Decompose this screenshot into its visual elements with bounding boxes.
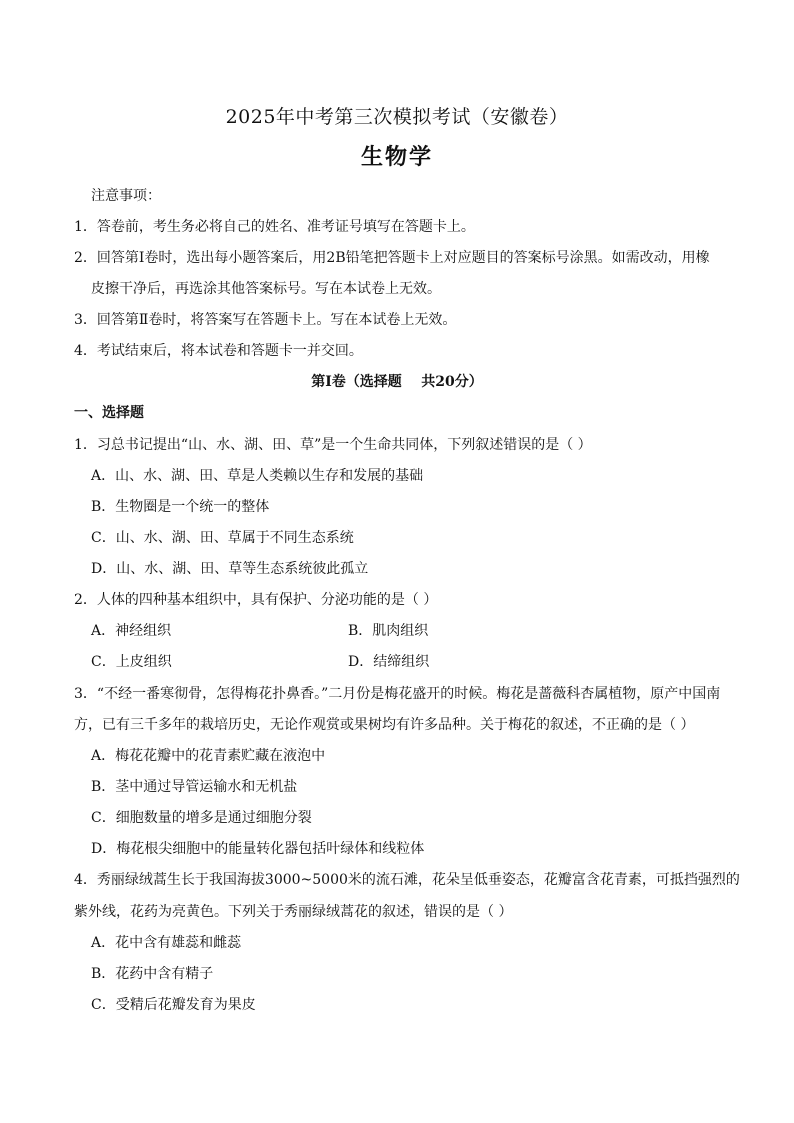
question-stem-continuation: 方，已有三千多年的栽培历史，无论作观赏或果树均有许多品种。关于梅花的叙述，不正确的是（ ） [74, 717, 695, 733]
question-option: A．梅花花瓣中的花青素贮藏在液泡中 [91, 748, 326, 764]
question-option: C．受精后花瓣发育为果皮 [91, 997, 256, 1013]
notice-item-continuation: 皮擦干净后，再选涂其他答案标号。写在本试卷上无效。 [91, 281, 441, 297]
question-option: B．花药中含有精子 [91, 966, 214, 982]
question-stem: 1．习总书记提出“山、水、湖、田、草”是一个生命共同体，下列叙述错误的是（ ） [74, 437, 592, 453]
question-option: A．山、水、湖、田、草是人类赖以生存和发展的基础 [91, 468, 424, 484]
question-option: D．山、水、湖、田、草等生态系统彼此孤立 [91, 561, 369, 577]
question-stem: 3．“不经一番寒彻骨，怎得梅花扑鼻香。”二月份是梅花盛开的时候。梅花是蔷薇科杏属植物，原产中国南 [74, 686, 721, 702]
question-option: A．神经组织 [91, 623, 172, 639]
notice-item: 2．回答第Ⅰ卷时，选出每小题答案后，用2B铅笔把答题卡上对应题目的答案标号涂黑。如需改动，用橡 [74, 250, 710, 266]
section-heading: 一、选择题 [74, 405, 144, 421]
question-option: A．花中含有雄蕊和雌蕊 [91, 935, 242, 951]
notice-heading: 注意事项： [91, 188, 161, 204]
notice-item: 1．答卷前，考生务必将自己的姓名、准考证号填写在答题卡上。 [74, 219, 475, 235]
question-option: C．细胞数量的增多是通过细胞分裂 [91, 810, 312, 826]
question-option: D．结缔组织 [348, 654, 430, 670]
notice-item: 4．考试结束后，将本试卷和答题卡一并交回。 [74, 343, 363, 359]
notice-item: 3．回答第Ⅱ卷时，将答案写在答题卡上。写在本试卷上无效。 [74, 312, 457, 328]
question-option: B．肌肉组织 [348, 623, 429, 639]
question-option: D．梅花根尖细胞中的能量转化器包括叶绿体和线粒体 [91, 841, 425, 857]
exam-title: 2025年中考第三次模拟考试（安徽卷） [225, 106, 569, 128]
question-stem: 4．秀丽绿绒蒿生长于我国海拔3000~5000米的流石滩，花朵呈低垂姿态，花瓣富含花青素，可抵挡强烈的 [74, 872, 740, 888]
subject-title: 生物学 [360, 145, 433, 170]
question-stem: 2．人体的四种基本组织中，具有保护、分泌功能的是（ ） [74, 592, 438, 608]
question-stem-continuation: 紫外线，花药为亮黄色。下列关于秀丽绿绒蒿花的叙述，错误的是（ ） [74, 904, 513, 920]
question-option: B．茎中通过导管运输水和无机盐 [91, 779, 298, 795]
question-option: C．上皮组织 [91, 654, 172, 670]
part-title: 第Ⅰ卷（选择题 共20分） [311, 374, 483, 390]
question-option: B．生物圈是一个统一的整体 [91, 499, 270, 515]
question-option: C．山、水、湖、田、草属于不同生态系统 [91, 530, 354, 546]
